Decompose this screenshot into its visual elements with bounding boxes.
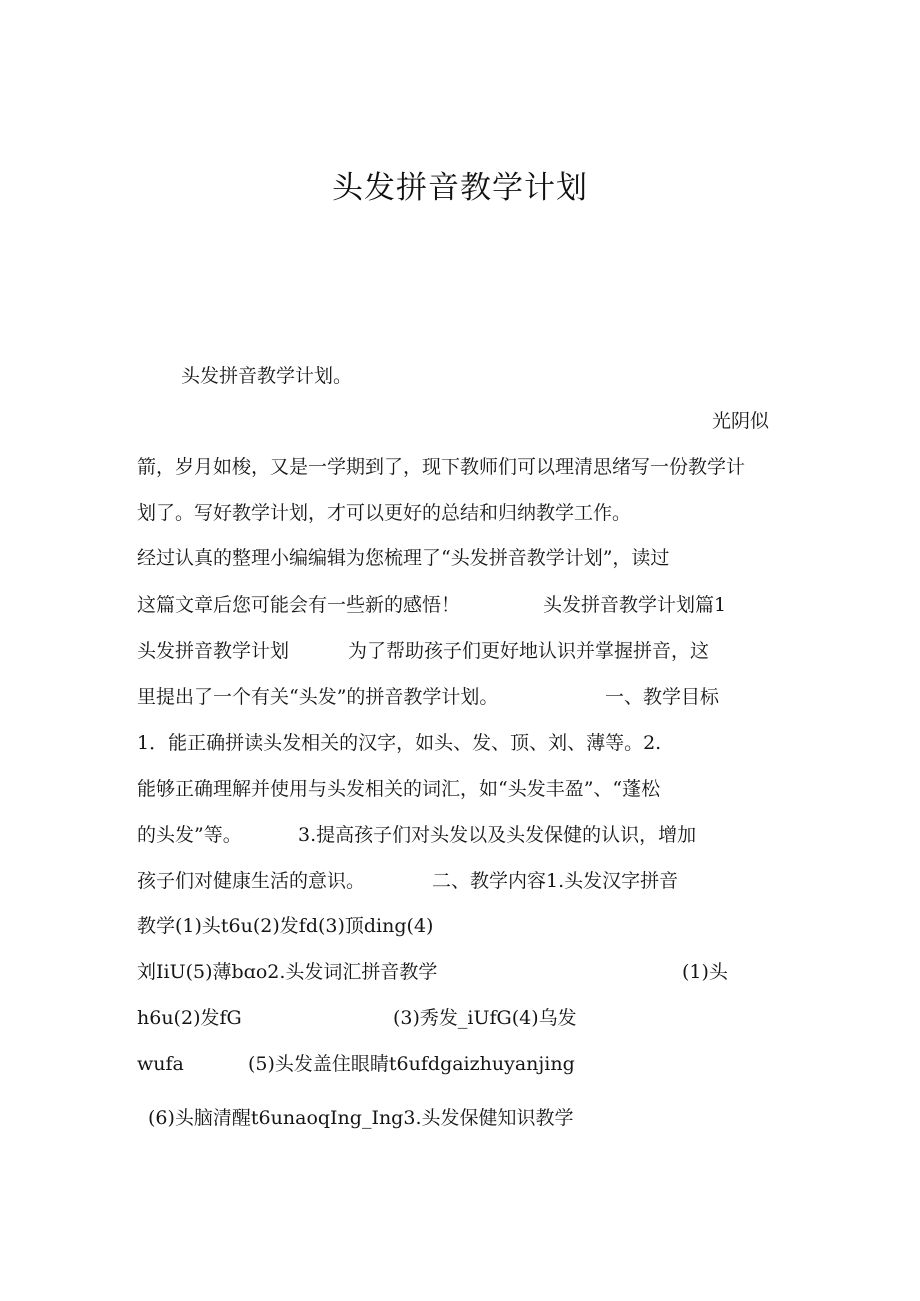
text-line: 箭，岁月如梭，又是一学期到了，现下教师们可以理清思绪写一份教学计 (137, 456, 746, 478)
text-line: 划了。写好教学计划，才可以更好的总结和归纳教学工作。 (137, 502, 632, 524)
text-line: (3)秀发_iUfG(4)乌发 (393, 1007, 577, 1029)
text-line: 里提出了一个有关“头发”的拼音教学计划。 (137, 686, 499, 708)
text-line: 能够正确理解并使用与头发相关的词汇，如“头发丰盈”、“蓬松 (137, 778, 661, 800)
text-line: (1)头 (682, 961, 728, 983)
text-line: (6)头脑清醒t6unaoqIng_Ing3.头发保健知识教学 (148, 1107, 574, 1129)
document-title: 头发拼音教学计划 (332, 170, 588, 206)
text-line: 为了帮助孩子们更好地认识并掌握拼音，这 (348, 640, 710, 662)
text-line: 1．能正确拼读头发相关的汉字，如头、发、顶、刘、薄等。2. (137, 732, 662, 754)
text-line: 光阴似 (712, 410, 770, 432)
intro-line: 头发拼音教学计划。 (181, 365, 353, 387)
text-line: wufa (137, 1053, 184, 1075)
text-line: h6u(2)发fG (137, 1007, 242, 1029)
text-line: 的头发”等。 (137, 824, 242, 846)
text-line: 孩子们对健康生活的意识。 (137, 870, 366, 892)
text-line: 刘IiU(5)薄bɑo2.头发词汇拼音教学 (137, 961, 438, 983)
text-line: 经过认真的整理小编编辑为您梳理了“头发拼音教学计划”，读过 (137, 547, 670, 569)
section-heading: 一、教学目标 (605, 686, 720, 708)
text-line: 这篇文章后您可能会有一些新的感悟！ (137, 594, 461, 616)
text-line: 头发拼音教学计划 (137, 640, 290, 662)
section-heading: 头发拼音教学计划篇1 (543, 594, 727, 616)
text-line: 教学(1)头t6u(2)发fd(3)顶ding(4) (137, 915, 434, 937)
text-line: (5)头发盖住眼睛t6ufdgaizhuyanjing (248, 1053, 575, 1075)
section-heading: 二、教学内容1.头发汉字拼音 (432, 870, 679, 892)
text-line: 3.提高孩子们对头发以及头发保健的认识，增加 (298, 824, 697, 846)
